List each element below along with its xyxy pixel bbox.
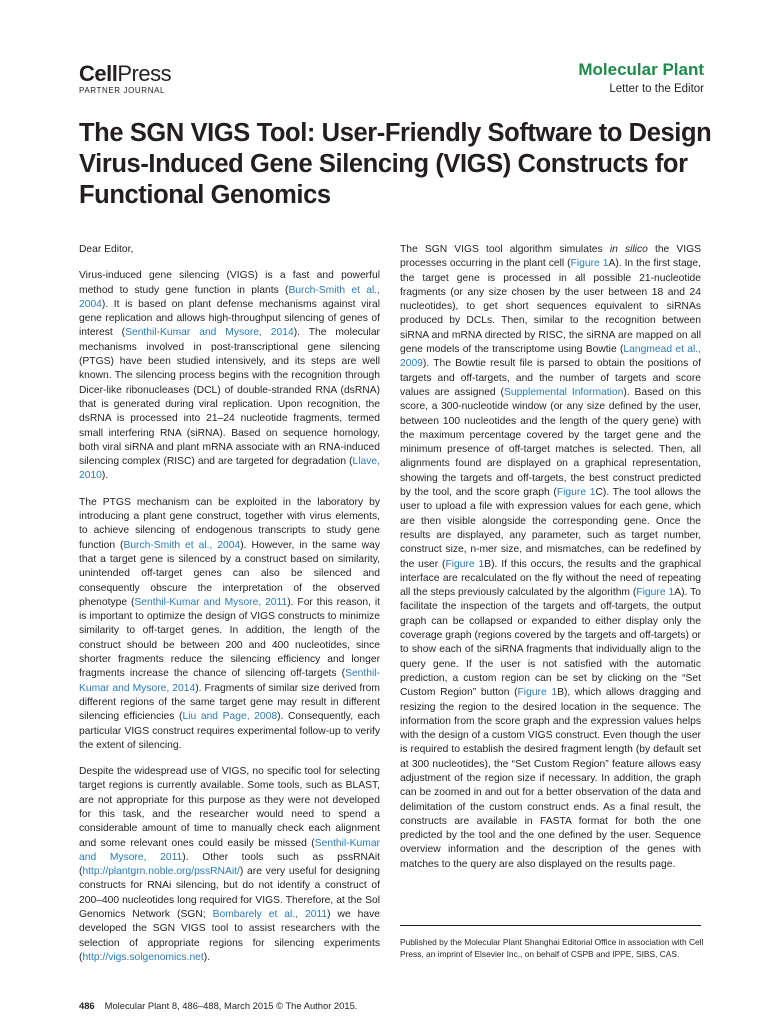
body-text: ). For this reason, it is important to optimize the design of VIGS constructs to minimize similarity to off-target genes. In addition, the length of the construct should be between 200 and 400 nucleotides, since shorter fragments reduce the silencing efficiency and longer fragments increase the chance of silencing off-targets ( <box>79 596 380 680</box>
footnote-divider <box>400 925 701 926</box>
reference-link[interactable]: Senthil-Kumar and Mysore, 2014 <box>79 668 380 694</box>
right-column <box>400 243 701 884</box>
body-text: ). Other tools such as pssRNAit ( <box>79 851 380 878</box>
reference-link[interactable]: Bombarely et al., 2011 <box>212 909 328 921</box>
reference-link[interactable]: Figure 1 <box>517 687 558 699</box>
logo-wordmark <box>79 63 171 85</box>
paragraph <box>400 243 701 872</box>
body-text: ). The molecular mechanisms involved in post-transcriptional gene silencing (PTGS) have been studied intensively, and its steps are well known. The silencing process begins with the recognition through Dicer-like ribonucleases (DCL) of double-stranded RNA (dsRNA) that is generated during viral replication. Upon recognition, the dsRNA is processed into 21–24 nucleotide fragments, termed small interfering RNA (siRNA). Based on sequence homology, both viral siRNA and plant mRNA associate with an RNA-induced silencing complex (RISC) and are targeted for degradation ( <box>79 327 380 468</box>
body-text: ). However, in the same way that a target gene is silenced by a construct based on similarity, unintended off-target genes can also be silenced and consequently obscure the interpretation of the observed phenotype ( <box>79 539 380 608</box>
paragraph <box>79 765 380 965</box>
body-text: ). Consequently, each particular VIGS construct requires experimental follow-up to verify the extent of silencing. <box>79 711 380 751</box>
journal-header <box>578 60 704 97</box>
journal-name: Molecular Plant <box>578 60 704 79</box>
body-text: ). Fragments of similar size derived from different regions of the same target gene may result in different silencing efficiencies ( <box>79 682 380 723</box>
reference-link[interactable]: Llave, 2010 <box>79 456 380 482</box>
reference-link[interactable]: Senthil-Kumar and Mysore, 2011 <box>134 596 288 608</box>
reference-link[interactable]: Senthil-Kumar and Mysore, 2014 <box>125 327 294 339</box>
logo-press: Press <box>117 61 172 86</box>
body-text: The PTGS mechanism can be exploited in the laboratory by introducing a plant gene construct, together with virus elements, to achieve silencing of endogenous transcripts to study gene function ( <box>79 496 380 551</box>
body-text: ) we have developed the SGN VIGS tool to assist researchers with the selection of appropriate regions for silencing experiments ( <box>79 909 380 963</box>
reference-link[interactable]: Figure 1 <box>570 258 609 270</box>
reference-link[interactable]: Burch-Smith et al., 2004 <box>123 539 241 551</box>
body-text: A). To facilitate the inspection of the targets and off-targets, the output graph can be collapsed or expanded to either display only the coverage graph (regions covered by the targets and off-targets) or to show each of the siRNA fragments that individually align to the query gene. If the user is not satisfied with the automatic prediction, a custom region can be set by clicking on the “Set Custom Region” button ( <box>400 587 701 699</box>
body-text: B), which allows dragging and resizing the region to the desired location in the sequence. The information from the score graph and the expression values helps with the design of a custom VIGS construct. Even though the user is required to establish the desired fragment length (by default set at 300 nucleotides), the “Set Custom Region” feature allows easy adjustment of the region size if necessary. In addition, the graph can be zoomed in and out for a better observation of the data and delimitation of the custom construct ends. As a final result, the constructs are available in FASTA format for both the one predicted by the tool and the one defined by the user. Sequence overview information and the description of the genes with matches to the query are also displayed on the results page. <box>400 687 701 870</box>
body-text: ). <box>203 951 211 963</box>
reference-link[interactable]: Liu and Page, 2008 <box>182 711 278 723</box>
paragraph <box>79 269 380 483</box>
body-text: Despite the widespread use of VIGS, no specific tool for selecting target regions is currently available. Some tools, such as BLAST, are not appropriate for this purpose as they were not developed for this task, and the researcher would need to spend a considerable amount of time to manually check each alignment and some relevant ones could easily be missed ( <box>79 766 380 849</box>
paragraph <box>79 496 380 753</box>
article-title: The SGN VIGS Tool: User-Friendly Software to Design Virus-Induced Gene Silencing (VIGS) Constructs for Functional Genomics <box>79 119 712 209</box>
left-column <box>79 243 380 977</box>
cellpress-logo <box>79 63 171 96</box>
body-text: C). The tool allows the user to upload a file with expression values for each gene, which are then visible alongside the corresponding gene. Once the results are displayed, any parameter, such as target number, construct size, n-mer size, and mismatches, can be redefined by the user ( <box>400 487 701 570</box>
body-text: A). In the first stage, the target gene is processed in all possible 21-nucleotide fragments (or any size chosen by the user between 18 and 24 nucleotides), to get short sequences equivalent to siRNAs produced by DCLs. Then, similar to the recognition between siRNA and mRNA directed by RISC, the siRNA are mapped on all gene models of the transcriptome using Bowtie ( <box>400 258 701 356</box>
body-text: ). Based on this score, a 300-nucleotide window (or any size defined by the user, between 100 nucleotides and the length of the query gene) with the maximum percentage covered by the target gene and the minimum presence of off-target matches is selected. Then, all alignments found are displayed on a graphical representation, showing the targets and off-targets, the best construct predicted by the tool, and the score graph ( <box>400 386 701 499</box>
body-text: B). If this occurs, the results and the graphical interface are recalculated on the fly without the need of repeating all the steps previously calculated by the algorithm ( <box>400 558 701 599</box>
article-type: Letter to the Editor <box>609 83 704 95</box>
body-text: Virus-induced gene silencing (VIGS) is a fast and powerful method to study gene function in plants ( <box>79 270 380 296</box>
page-number: 486 <box>79 1000 95 1011</box>
body-text: The SGN VIGS tool algorithm simulates <box>400 244 610 255</box>
body-text: ). It is based on plant defense mechanisms against viral gene replication and allows high-throughput silencing of genes of interest ( <box>79 298 380 339</box>
logo-subtitle: PARTNER JOURNAL <box>79 86 166 95</box>
reference-link[interactable]: http://plantgrn.noble.org/pssRNAit/ <box>82 866 240 878</box>
reference-link[interactable]: Langmead et al., 2009 <box>400 344 701 370</box>
page-footer <box>79 1000 357 1012</box>
greeting: Dear Editor, <box>79 244 134 255</box>
reference-link[interactable]: Supplemental Information <box>503 386 624 398</box>
body-text: the VIGS processes occurring in the plant cell ( <box>400 244 701 270</box>
citation-line: Molecular Plant 8, 486–488, March 2015 © The Author 2015. <box>104 1000 358 1011</box>
reference-link[interactable]: Figure 1 <box>636 587 675 599</box>
body-text: ). <box>101 470 109 482</box>
reference-link[interactable]: Senthil-Kumar and Mysore, 2011 <box>79 837 380 863</box>
reference-link[interactable]: Figure 1 <box>445 558 485 570</box>
reference-link[interactable]: http://vigs.solgenomics.net <box>82 951 204 963</box>
emphasis-text: in silico <box>609 244 648 255</box>
logo-cell: Cell <box>79 61 118 86</box>
body-text: ). The Bowtie result file is parsed to obtain the positions of targets and off-targets, and the number of targets and score values are assigned ( <box>400 358 701 398</box>
reference-link[interactable]: Burch-Smith et al., 2004 <box>79 284 380 310</box>
reference-link[interactable]: Figure 1 <box>556 487 596 499</box>
publisher-note: Published by the Molecular Plant Shanghai Editorial Office in association with Cell Press, an imprint of Elsevier Inc., on behalf of CSPB and IPPE, SIBS, CAS. <box>400 937 704 959</box>
body-text: ) are very useful for designing constructs for RNAi silencing, but do not identify a construct of 200–400 nucleotides long required for VIGS. Therefore, at the Sol Genomics Network (SGN; <box>79 866 380 921</box>
